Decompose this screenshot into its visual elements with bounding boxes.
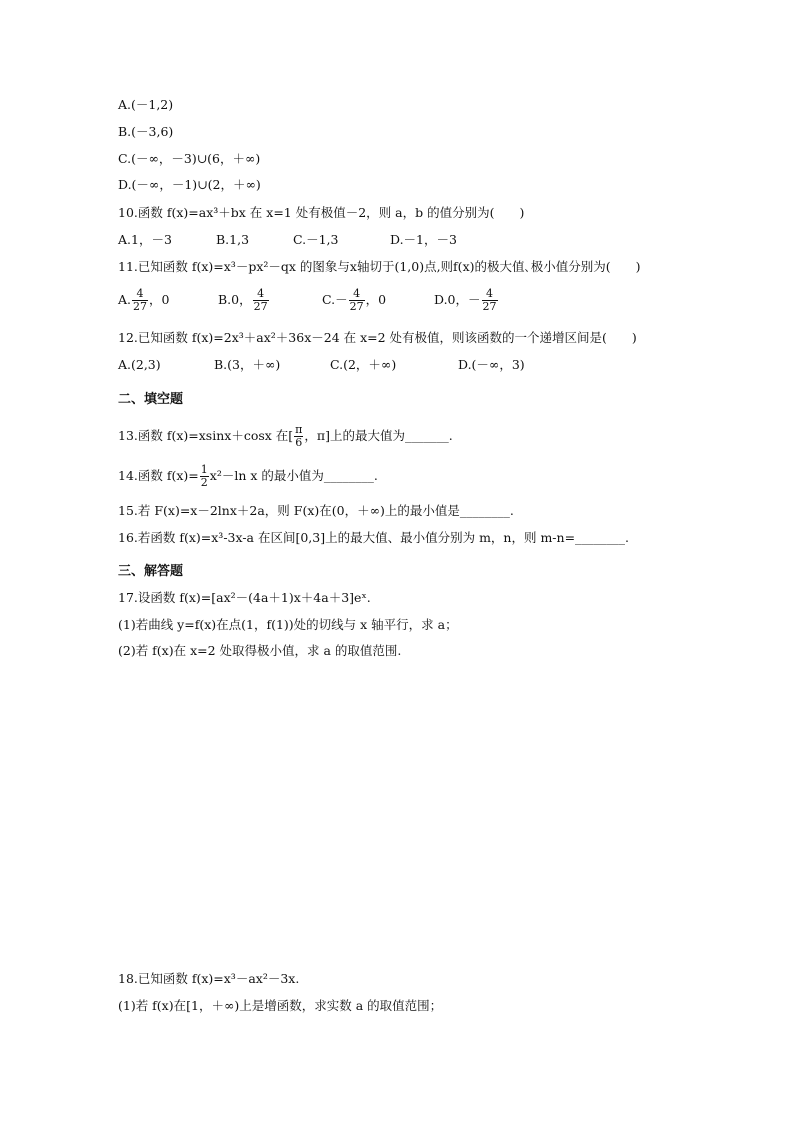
q11-a-numerator: 4 [132,288,148,301]
q14-numerator: 1 [200,463,208,476]
section-heading-answer: 三、解答题 [118,564,184,579]
q9-option-d: D.(－∞，－1)∪(2，＋∞) [118,177,261,192]
q12-options [118,357,525,373]
q9-option-b: B.(－3,6) [118,124,174,139]
q11-c-fraction [349,288,365,313]
q11-a-prefix: A. [118,292,132,307]
q10-options [118,232,457,248]
q11-b-denominator: 27 [253,300,268,313]
q14-denominator: 2 [200,476,208,489]
q11-d-denominator: 27 [482,300,497,313]
q18-part1: (1)若 f(x)在[1，＋∞)上是增函数，求实数 a 的取值范围； [118,998,443,1013]
q11-d-prefix: D.0，－ [434,292,481,307]
q11-d-fraction [482,288,498,313]
q11-c-prefix: C.－ [322,292,348,307]
q17-stem: 17.设函数 f(x)=[ax²－(4a＋1)x＋4a＋3]eˣ. [118,590,371,605]
q9-option-c: C.(－∞，－3)∪(6，＋∞) [118,151,261,166]
q13-suffix: ，π]上的最大值为_______. [304,428,453,443]
q11-option-d [434,288,499,313]
section-heading-fill-in: 二、填空题 [118,392,184,407]
q14 [118,464,378,489]
q13 [118,424,453,449]
q11-c-numerator: 4 [349,288,365,301]
q16: 16.若函数 f(x)=x³-3x-a 在区间[0,3]上的最大值、最小值分别为 m，n，则 m-n=________. [118,530,630,545]
q10-option-d: D.－1，－3 [390,232,457,247]
q13-prefix: 13.函数 f(x)=xsinx＋cosx 在[ [118,428,294,443]
q11-stem: 11.已知函数 f(x)=x³－px²－qx 的图象与x轴切于(1,0)点,则f(x)的极大值､极小值分别为( ) [118,259,641,274]
q17-part1: (1)若曲线 y=f(x)在点(1，f(1))处的切线与 x 轴平行，求 a； [118,617,458,632]
q9-option-a: A.(－1,2) [118,97,174,112]
q14-prefix: 14.函数 f(x)= [118,468,199,483]
q11-options [118,288,499,313]
q11-c-suffix: ，0 [365,292,387,307]
q11-option-c [322,288,434,313]
q10-option-a: A.1，－3 [118,232,172,247]
q15: 15.若 F(x)=x－2lnx＋2a，则 F(x)在(0，＋∞)上的最小值是________. [118,503,514,518]
q11-option-b [218,288,322,313]
q13-numerator: π [295,423,303,436]
q10-option-c: C.－1,3 [293,232,339,247]
q11-option-a [118,288,218,313]
q11-a-fraction [132,288,148,313]
q11-b-numerator: 4 [253,288,269,301]
q12-option-d: D.(－∞，3) [458,357,525,372]
q12-stem: 12.已知函数 f(x)=2x³＋ax²＋36x－24 在 x=2 处有极值，则该函数的一个递增区间是( ) [118,330,637,345]
q11-a-suffix: ，0 [149,292,170,307]
q14-fraction [200,464,209,489]
q10-stem: 10.函数 f(x)=ax³＋bx 在 x=1 处有极值－2，则 a，b 的值分别为( ) [118,205,525,220]
q10-option-b: B.1,3 [216,232,250,247]
q12-option-a: A.(2,3) [118,357,161,372]
q13-denominator: 6 [295,436,303,449]
q11-b-fraction [253,288,269,313]
q13-fraction [294,424,303,449]
q18-stem: 18.已知函数 f(x)=x³－ax²－3x. [118,971,300,986]
q12-option-c: C.(2，＋∞) [330,357,397,372]
q11-a-denominator: 27 [133,300,148,313]
q11-c-denominator: 27 [349,300,364,313]
q11-d-numerator: 4 [482,288,498,301]
q17-part2: (2)若 f(x)在 x=2 处取得极小值，求 a 的取值范围. [118,643,402,658]
q12-option-b: B.(3，＋∞) [214,357,281,372]
q11-b-prefix: B.0， [218,292,252,307]
q14-suffix: x²－ln x 的最小值为________. [209,468,378,483]
